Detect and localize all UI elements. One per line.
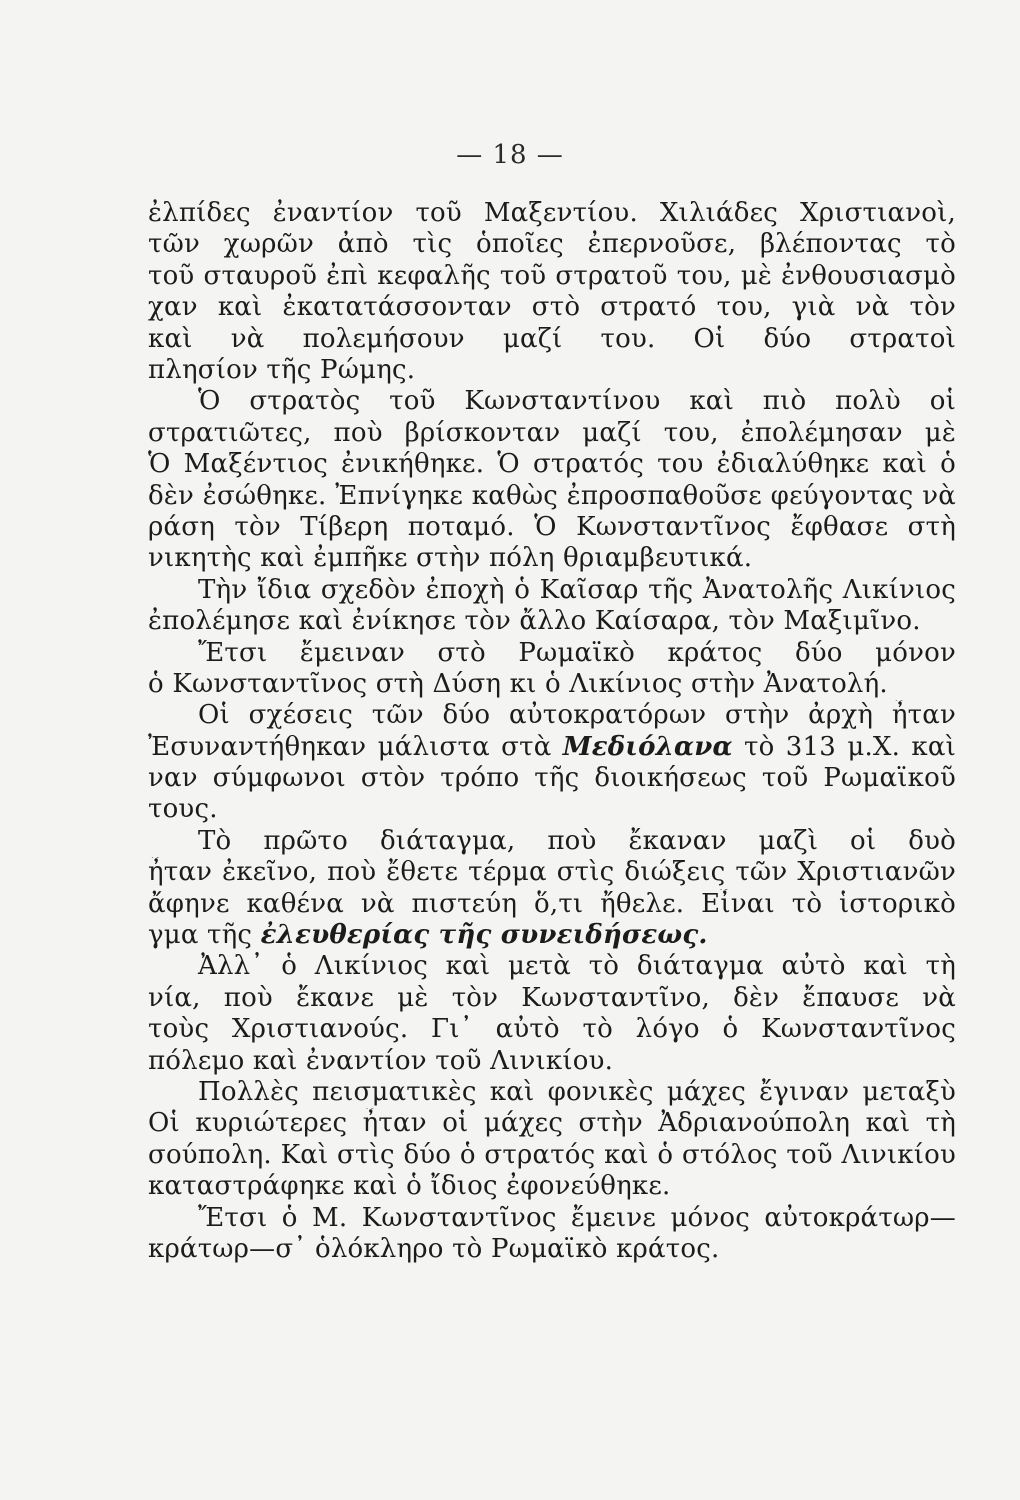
text-line: καὶ νὰ πολεμήσουν μαζί του. Οἱ δύο στρατοὶ [148,323,956,354]
text-line: τοῦ σταυροῦ ἐπὶ κεφαλῆς τοῦ στρατοῦ του, μὲ ἐνθουσιασμὸ [148,260,956,291]
paragraph-start-line: Ἔτσι ἔμειναν στὸ Ρωμαϊκὸ κράτος δύο μόνον [198,637,956,668]
text-line: Ὁ Μαξέντιος ἐνικήθηκε. Ὁ στρατός του ἐδιαλύθηκε καὶ ὁ [148,449,956,480]
text-line: τοὺς Χριστιανούς. Γι᾽ αὐτὸ τὸ λόγο ὁ Κωνσταντῖνος [148,1014,956,1045]
text-line: νία, ποὺ ἔκανε μὲ τὸν Κωνσταντῖνο, δὲν ἔπαυσε νὰ [148,982,956,1013]
paragraph-start-line: Οἱ σχέσεις τῶν δύο αὐτοκρατόρων στὴν ἀρχὴ ἦταν [198,700,956,731]
text-line: ὁ Κωνσταντῖνος στὴ Δύση κι ὁ Λικίνιος στὴν Ἀνατολή. [148,668,888,699]
text-line-with-emphasis [148,732,956,763]
text-line: τῶν χωρῶν ἀπὸ τὶς ὁποῖες ἐπερνοῦσε, βλέποντας τὸ [148,229,956,260]
paragraph-start-line: Πολλὲς πεισματικὲς καὶ φονικὲς μάχες ἔγιναν μεταξὺ [198,1077,956,1108]
text-line: ἐπολέμησε καὶ ἐνίκησε τὸν ἄλλο Καίσαρα, τὸν Μαξιμῖνο. [148,606,921,637]
text-segment: Ἐσυναντήθηκαν μάλιστα στὰ [148,731,552,762]
body-text [148,198,956,1265]
text-line: καταστράφηκε καὶ ὁ ἴδιος ἐφονεύθηκε. [148,1171,671,1202]
paragraph-start-line: Ἔτσι ὁ Μ. Κωνσταντῖνος ἔμεινε μόνος αὐτοκράτωρ— [198,1202,956,1233]
page-number: — 18 — [456,140,564,170]
text-line: ἐλπίδες ἐναντίον τοῦ Μαξεντίου. Χιλιάδες Χριστιανοὶ, [148,198,956,228]
text-line: σούπολη. Καὶ στὶς δύο ὁ στρατός καὶ ὁ στόλος τοῦ Λινικίου [148,1139,956,1170]
text-line: Οἱ κυριώτερες ἦταν οἱ μάχες στὴν Ἀδριανούπολη καὶ τὴ [148,1108,956,1139]
emphasis-freedom-of-conscience: ἐλευθερίας τῆς συνειδήσεως. [260,920,708,951]
paragraph-start-line: Ἀλλ᾽ ὁ Λικίνιος καὶ μετὰ τὸ διάταγμα αὐτὸ καὶ τὴ [198,951,956,982]
emphasis-mediolana: Μεδιόλανα [562,731,733,762]
paragraph-start-line: Τὴν ἴδια σχεδὸν ἐποχὴ ὁ Καῖσαρ τῆς Ἀνατολῆς Λικίνιος [198,574,956,605]
text-line: ἦταν ἐκεῖνο, ποὺ ἔθετε τέρμα στὶς διώξεις τῶν Χριστιανῶν [148,857,956,888]
text-line-with-emphasis [148,920,956,951]
text-segment: γμα τῆς [148,920,253,951]
paragraph-start-line: Ὁ στρατὸς τοῦ Κωνσταντίνου καὶ πιὸ πολὺ οἱ [198,386,956,417]
text-line: τους. [148,794,218,825]
text-segment: τὸ 313 μ.Χ. καὶ [744,731,956,762]
text-line: δὲν ἐσώθηκε. Ἐπνίγηκε καθὼς ἐπροσπαθοῦσε φεύγοντας νὰ [148,480,956,511]
text-line: πλησίον τῆς Ρώμης. [148,354,416,385]
paragraph-start-line: Τὸ πρῶτο διάταγμα, ποὺ ἔκαναν μαζὶ οἱ δυὸ [198,825,956,856]
text-line: πόλεμο καὶ ἐναντίον τοῦ Λινικίου. [148,1045,614,1076]
text-line: ράση τὸν Τίβερη ποταμό. Ὁ Κωνσταντῖνος ἔφθασε στὴ [148,511,956,542]
text-line: ναν σύμφωνοι στὸν τρόπο τῆς διοικήσεως τοῦ Ρωμαϊκοῦ [148,763,956,794]
text-line: νικητὴς καὶ ἐμπῆκε στὴν πόλη θριαμβευτικά. [148,543,753,574]
text-line: ἄφηνε καθένα νὰ πιστεύη ὅ,τι ἤθελε. Εἶναι τὸ ἱστορικὸ [148,888,956,919]
text-line: κράτωρ—σ᾽ ὁλόκληρο τὸ Ρωμαϊκὸ κράτος. [148,1234,720,1265]
text-line: στρατιῶτες, ποὺ βρίσκονταν μαζί του, ἐπολέμησαν μὲ [148,417,956,448]
text-line: χαν καὶ ἐκατατάσσονταν στὸ στρατό του, γιὰ νὰ τὸν [148,292,956,323]
